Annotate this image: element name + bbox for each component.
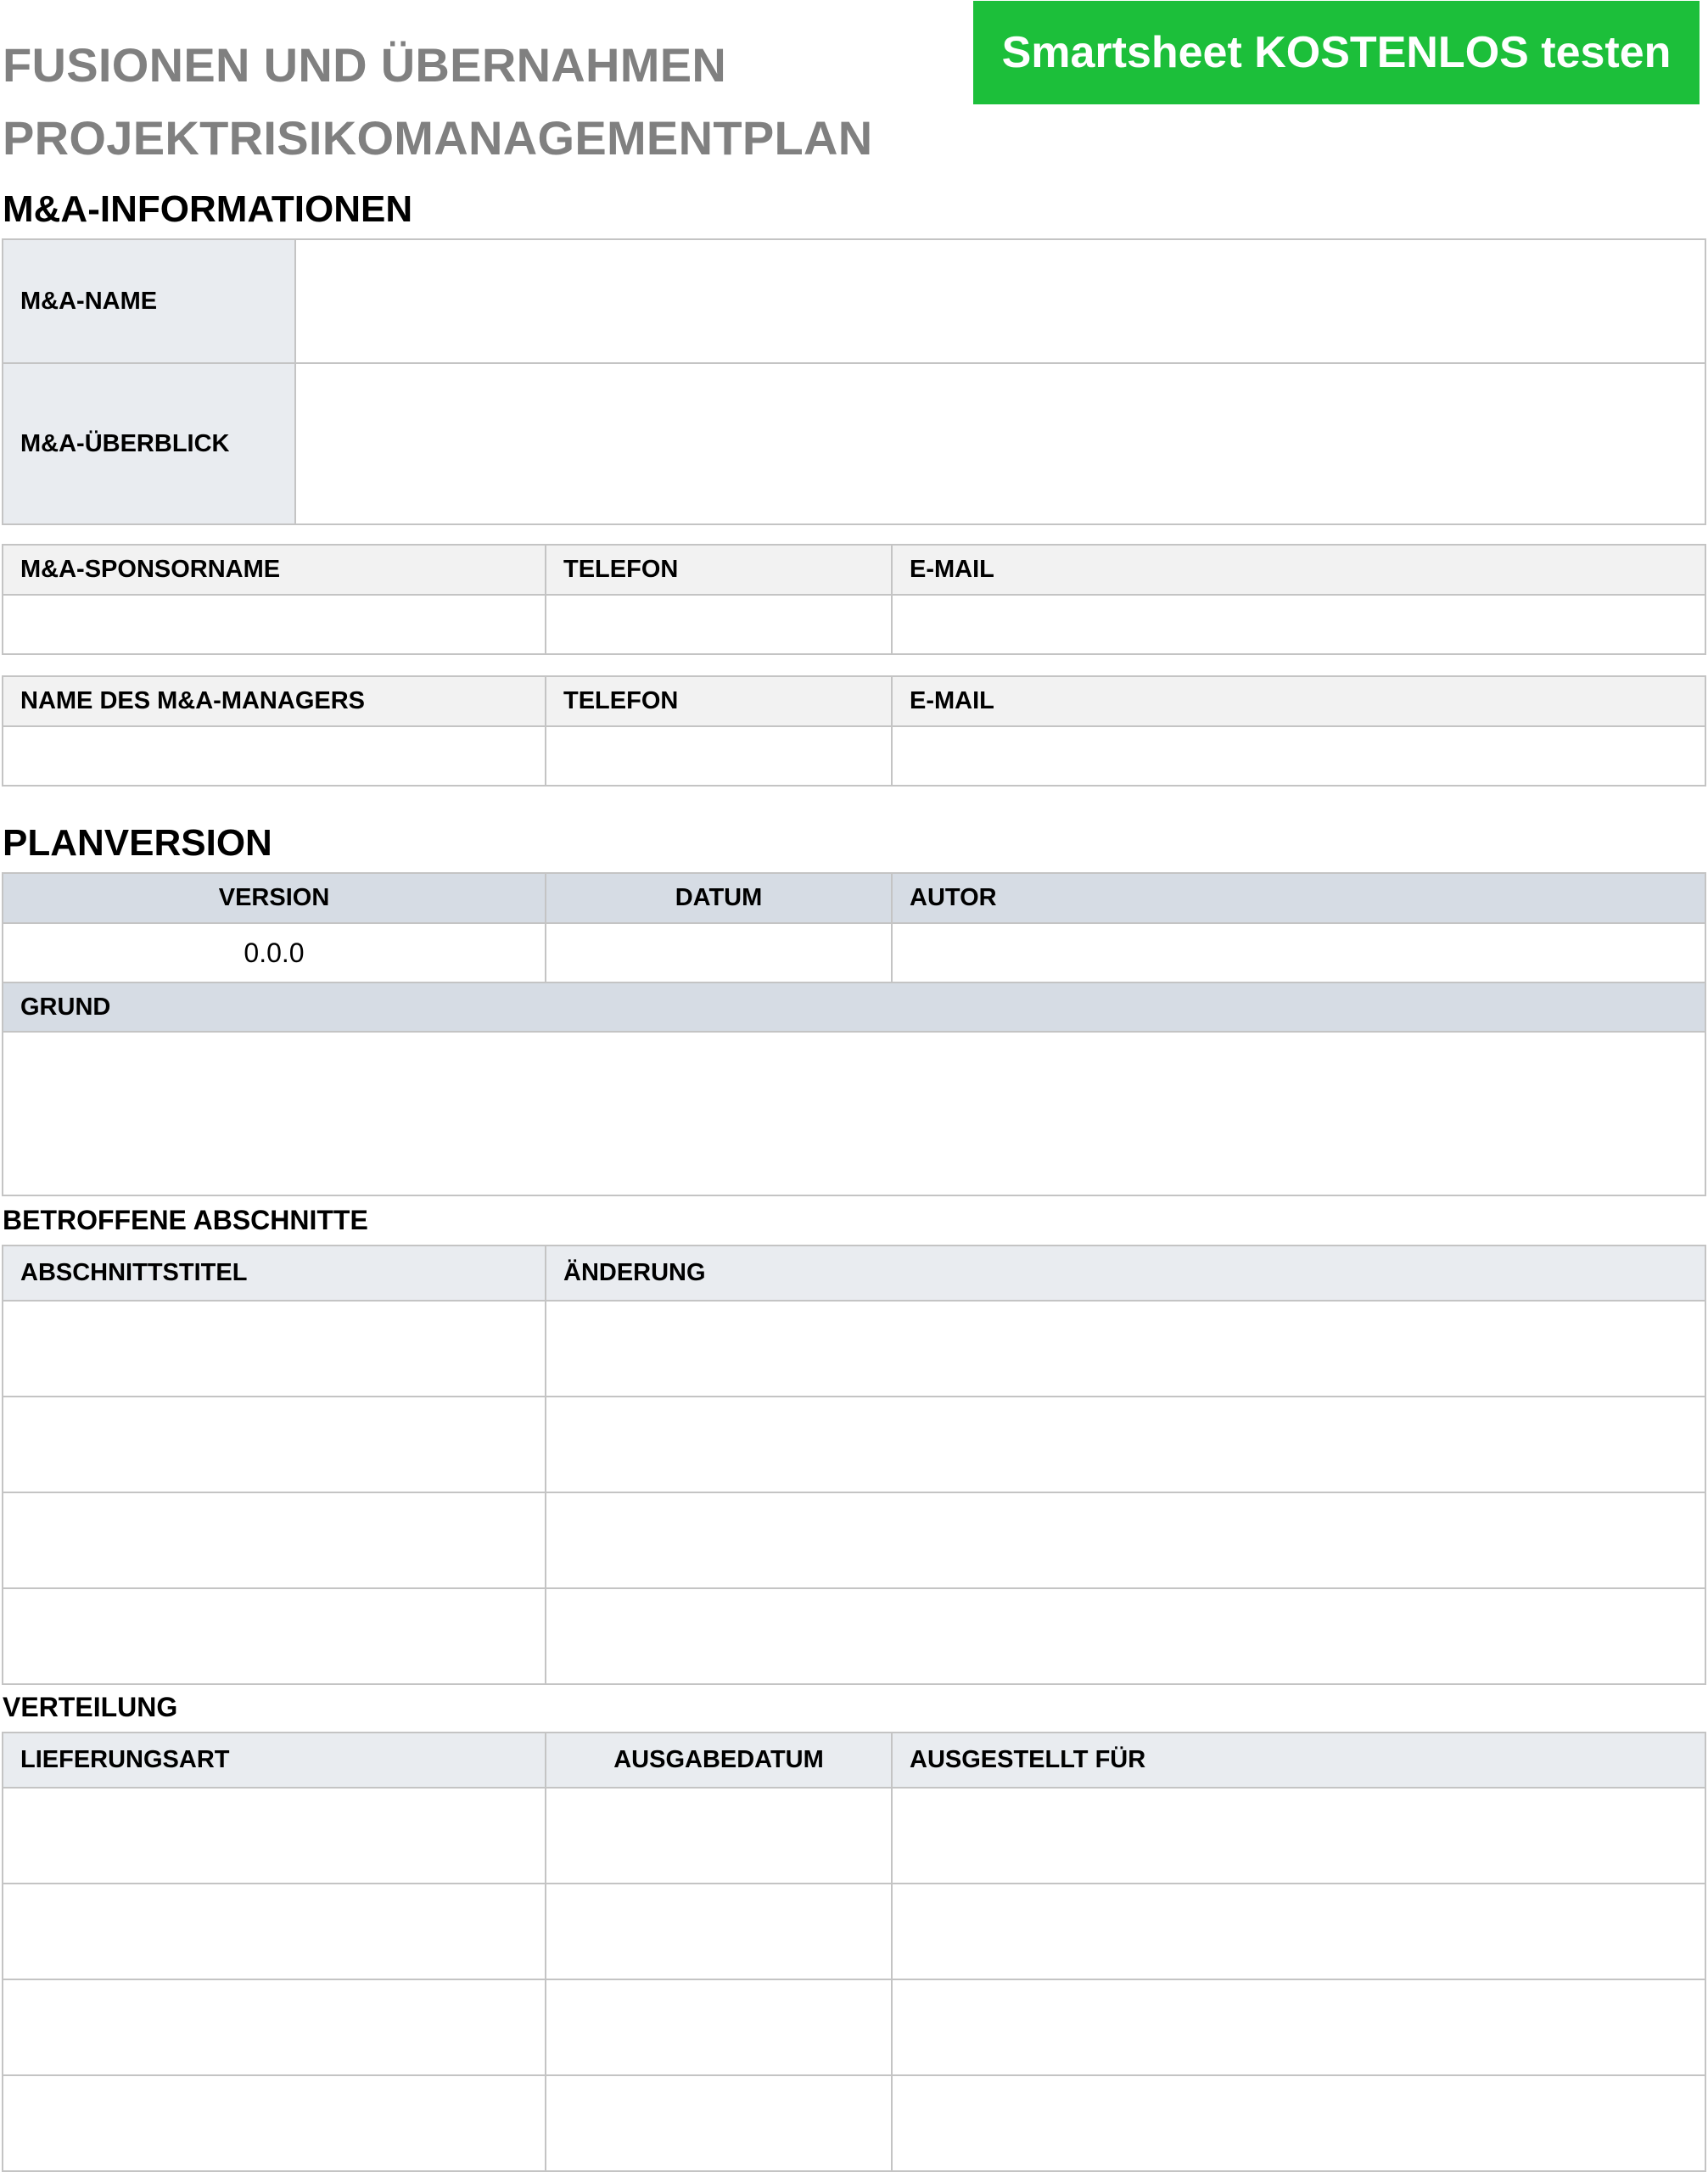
- section-change-field[interactable]: [546, 1397, 1705, 1492]
- manager-email-field[interactable]: [892, 726, 1705, 786]
- info-table: [2, 238, 1706, 525]
- delivery-field[interactable]: [3, 1979, 546, 2075]
- sponsor-name-field[interactable]: [3, 595, 546, 654]
- page-title: [3, 29, 872, 175]
- distribution-heading: VERTEILUNG: [3, 1692, 178, 1722]
- sponsor-name-label: M&A-SPONSORNAME: [3, 545, 546, 595]
- section-title-field[interactable]: [3, 1588, 546, 1684]
- date-field[interactable]: [546, 923, 892, 982]
- planversion-table: [2, 872, 1706, 1196]
- issue-date-field[interactable]: [546, 2075, 892, 2171]
- manager-phone-label: TELEFON: [546, 676, 892, 726]
- sponsor-phone-label: TELEFON: [546, 545, 892, 595]
- section-title-field[interactable]: [3, 1397, 546, 1492]
- sponsor-email-label: E-MAIL: [892, 545, 1705, 595]
- issued-to-field[interactable]: [892, 1788, 1705, 1884]
- table-row: [3, 1884, 1705, 1979]
- issued-to-field[interactable]: [892, 2075, 1705, 2171]
- sections-heading: BETROFFENE ABSCHNITTE: [3, 1205, 368, 1235]
- delivery-field[interactable]: [3, 1884, 546, 1979]
- title-line-1: FUSIONEN UND ÜBERNAHMEN: [3, 38, 727, 92]
- manager-phone-field[interactable]: [546, 726, 892, 786]
- ma-overview-field[interactable]: [295, 363, 1705, 524]
- section-change-field[interactable]: [546, 1588, 1705, 1684]
- info-heading: M&A-INFORMATIONEN: [3, 188, 413, 230]
- author-label: AUTOR: [892, 873, 1705, 923]
- planversion-heading: PLANVERSION: [3, 822, 272, 864]
- section-change-label: ÄNDERUNG: [546, 1246, 1705, 1301]
- version-value: 0.0.0: [244, 937, 305, 968]
- table-row: [3, 1301, 1705, 1397]
- manager-name-field[interactable]: [3, 726, 546, 786]
- section-title-field[interactable]: [3, 1492, 546, 1588]
- table-row: [3, 1397, 1705, 1492]
- date-label: DATUM: [546, 873, 892, 923]
- sections-table: [2, 1245, 1706, 1685]
- ma-overview-label: M&A-ÜBERBLICK: [3, 363, 295, 524]
- section-title-label: ABSCHNITTSTITEL: [3, 1246, 546, 1301]
- author-field[interactable]: [892, 923, 1705, 982]
- delivery-field[interactable]: [3, 2075, 546, 2171]
- delivery-field[interactable]: [3, 1788, 546, 1884]
- reason-label: GRUND: [3, 982, 1705, 1032]
- try-smartsheet-button[interactable]: Smartsheet KOSTENLOS testen: [973, 1, 1700, 104]
- sponsor-phone-field[interactable]: [546, 595, 892, 654]
- issue-date-field[interactable]: [546, 1979, 892, 2075]
- issue-date-label: AUSGABEDATUM: [546, 1733, 892, 1788]
- table-row: [3, 1492, 1705, 1588]
- delivery-label: LIEFERUNGSART: [3, 1733, 546, 1788]
- manager-table: [2, 675, 1706, 787]
- version-label: VERSION: [3, 873, 546, 923]
- distribution-table: [2, 1732, 1706, 2172]
- reason-field[interactable]: [3, 1032, 1705, 1195]
- manager-email-label: E-MAIL: [892, 676, 1705, 726]
- table-row: [3, 1788, 1705, 1884]
- table-row: [3, 2075, 1705, 2171]
- issue-date-field[interactable]: [546, 1788, 892, 1884]
- section-title-field[interactable]: [3, 1301, 546, 1397]
- title-line-2: PROJEKTRISIKOMANAGEMENTPLAN: [3, 111, 873, 165]
- manager-name-label: NAME DES M&A-MANAGERS: [3, 676, 546, 726]
- sponsor-table: [2, 544, 1706, 655]
- issued-to-field[interactable]: [892, 1979, 1705, 2075]
- table-row: [3, 1588, 1705, 1684]
- version-field[interactable]: [3, 923, 546, 982]
- table-row: [3, 1979, 1705, 2075]
- issue-date-field[interactable]: [546, 1884, 892, 1979]
- ma-name-label: M&A-NAME: [3, 239, 295, 363]
- issued-to-label: AUSGESTELLT FÜR: [892, 1733, 1705, 1788]
- sponsor-email-field[interactable]: [892, 595, 1705, 654]
- issued-to-field[interactable]: [892, 1884, 1705, 1979]
- section-change-field[interactable]: [546, 1492, 1705, 1588]
- ma-name-field[interactable]: [295, 239, 1705, 363]
- section-change-field[interactable]: [546, 1301, 1705, 1397]
